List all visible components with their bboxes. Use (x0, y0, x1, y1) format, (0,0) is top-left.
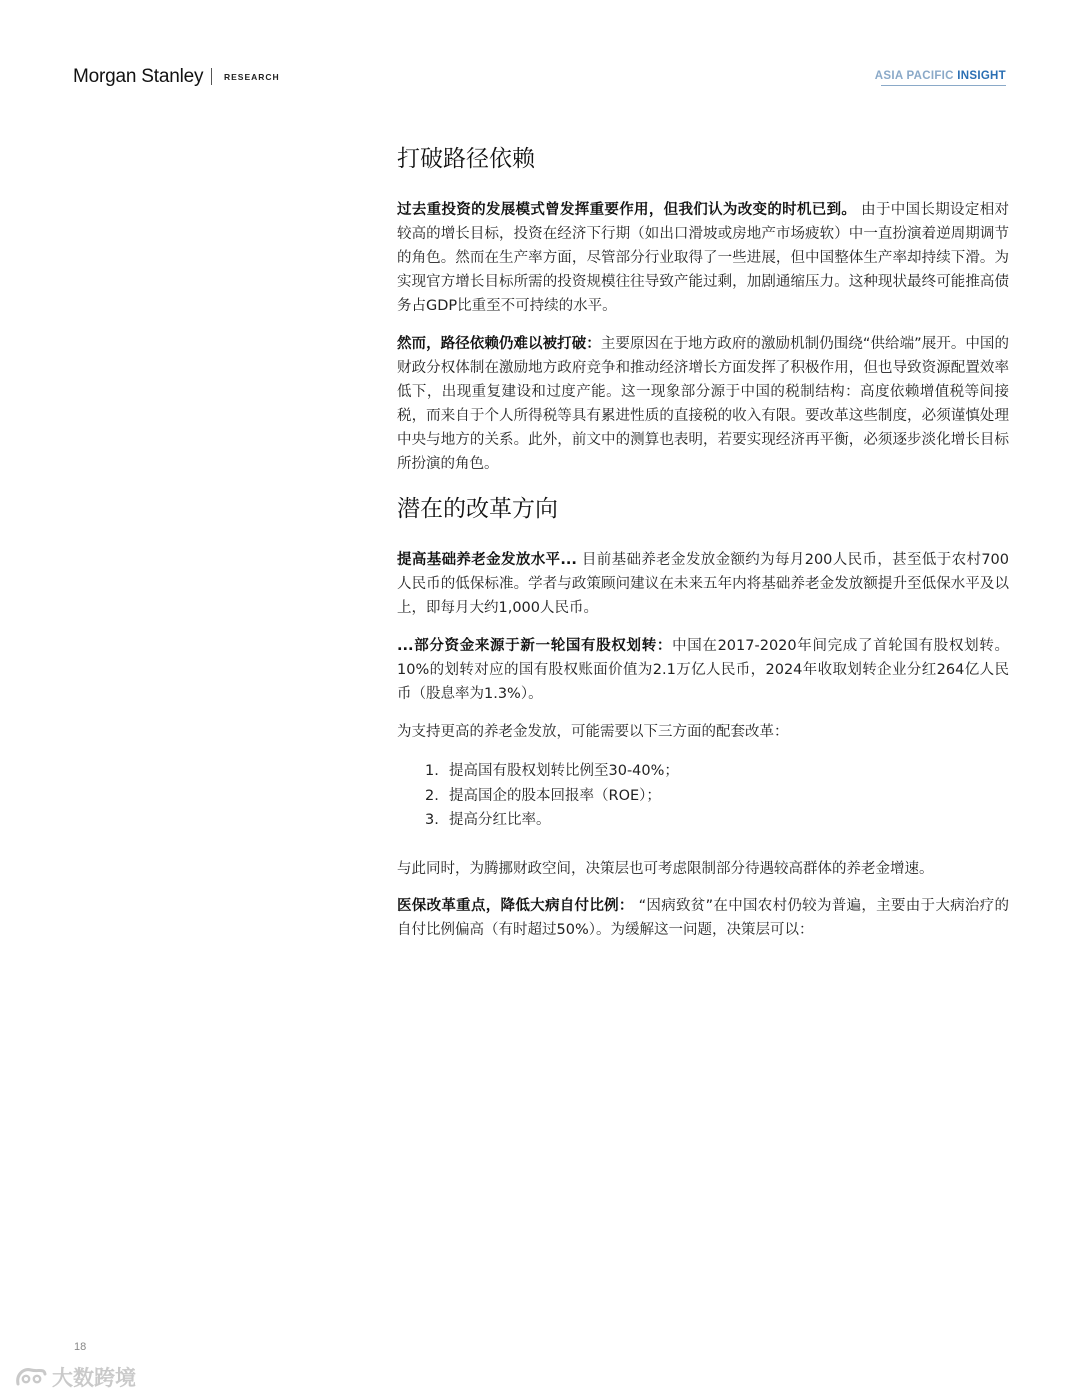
paragraph-text: 与此同时，为腾挪财政空间，决策层也可考虑限制部分待遇较高群体的养老金增速。 (397, 861, 934, 877)
watermark-text: 大数跨境 (52, 1366, 136, 1390)
paragraph-text: 主要原因在于地方政府的激励机制仍围绕“供给端”展开。中国的财政分权体制在激励地方政府竞争和推动经济增长方面发挥了积极作用，但也导致资源配置效率低下，出现重复建设和过度产能。这一现象部分源于中国的税制结构：高度依赖增值税等间接税，而来自于个人所得税等具有累进性质的直接税的收入有限。要改革这些制度，必须谨慎处理中央与地方的关系。此外，前文中的测算也表明，若要实现经济再平衡，必须逐步淡化增长目标所扮演的角色。 (397, 336, 1009, 472)
list-item (425, 808, 679, 833)
section-heading-path-dependency: 打破路径依赖 (397, 146, 535, 172)
series-underline (881, 85, 1006, 86)
list-text: 提高国有股权划转比例至30-40%； (449, 763, 679, 779)
series-label-insight: INSIGHT (957, 70, 1006, 82)
paragraph (397, 548, 1009, 620)
paragraph-lead: 医保改革重点，降低大病自付比例： (397, 898, 634, 914)
paragraph (397, 332, 1009, 476)
paragraph-text: 中国在2017-2020年间完成了首轮国有股权划转。10%的划转对应的国有股权账面价值为2.1万亿人民币，2024年收取划转企业分红264亿人民币（股息率为1.3%）。 (397, 638, 1009, 702)
list-item (425, 784, 679, 809)
brand-divider (211, 68, 212, 85)
section-heading-reform-directions: 潜在的改革方向 (397, 496, 558, 522)
watermark (14, 1362, 136, 1392)
paragraph (397, 857, 1009, 881)
paragraph-text: 目前基础养老金发放金额约为每月200人民币，甚至低于农村700人民币的低保标准。学者与政策顾问建议在未来五年内将基础养老金发放额提升至低保水平及以上，即每月大约1,000人民币。 (397, 552, 1009, 616)
paragraph-lead: 过去重投资的发展模式曾发挥重要作用，但我们认为改变的时机已到。 (397, 202, 857, 218)
paragraph-lead: ...部分资金来源于新一轮国有股权划转： (397, 638, 673, 654)
research-label: RESEARCH (224, 72, 280, 82)
paragraph-lead: 然而，路径依赖仍难以被打破： (397, 336, 601, 352)
series-label-region: ASIA PACIFIC (874, 70, 958, 82)
brand-logo: Morgan Stanley (73, 66, 204, 87)
paragraph-lead: 提高基础养老金发放水平... (397, 552, 577, 568)
list-text: 提高国企的股本回报率（ROE）； (449, 787, 661, 804)
page-number: 18 (74, 1341, 87, 1353)
paragraph (397, 634, 1009, 706)
list-text: 提高分红比率。 (449, 812, 551, 828)
paragraph-text: 为支持更高的养老金发放，可能需要以下三方面的配套改革： (397, 724, 789, 740)
paragraph-text: 由于中国长期设定相对较高的增长目标，投资在经济下行期（如出口滑坡或房地产市场疲软）中一直扮演着逆周期调节的角色。然而在生产率方面，尽管部分行业取得了一些进展，但中国整体生产率却持续下滑。为实现官方增长目标所需的投资规模往往导致产能过剩，加剧通缩压力。这种现状最终可能推高债务占GDP比重至不可持续的水平。 (397, 202, 1010, 314)
list-number: 1. (425, 763, 439, 779)
paragraph (397, 720, 1009, 744)
watermark-logo-icon (14, 1364, 48, 1390)
list-number: 2. (425, 787, 439, 804)
reform-list (425, 759, 679, 833)
paragraph (397, 198, 1009, 318)
paragraph-text: “因病致贫”在中国农村仍较为普遍，主要由于大病治疗的自付比例偏高（有时超过50%）。为缓解这一问题，决策层可以： (397, 898, 1010, 938)
list-item (425, 759, 679, 784)
page-header (0, 0, 1080, 100)
series-label (875, 70, 1006, 82)
list-number: 3. (425, 812, 439, 828)
paragraph (397, 894, 1009, 942)
